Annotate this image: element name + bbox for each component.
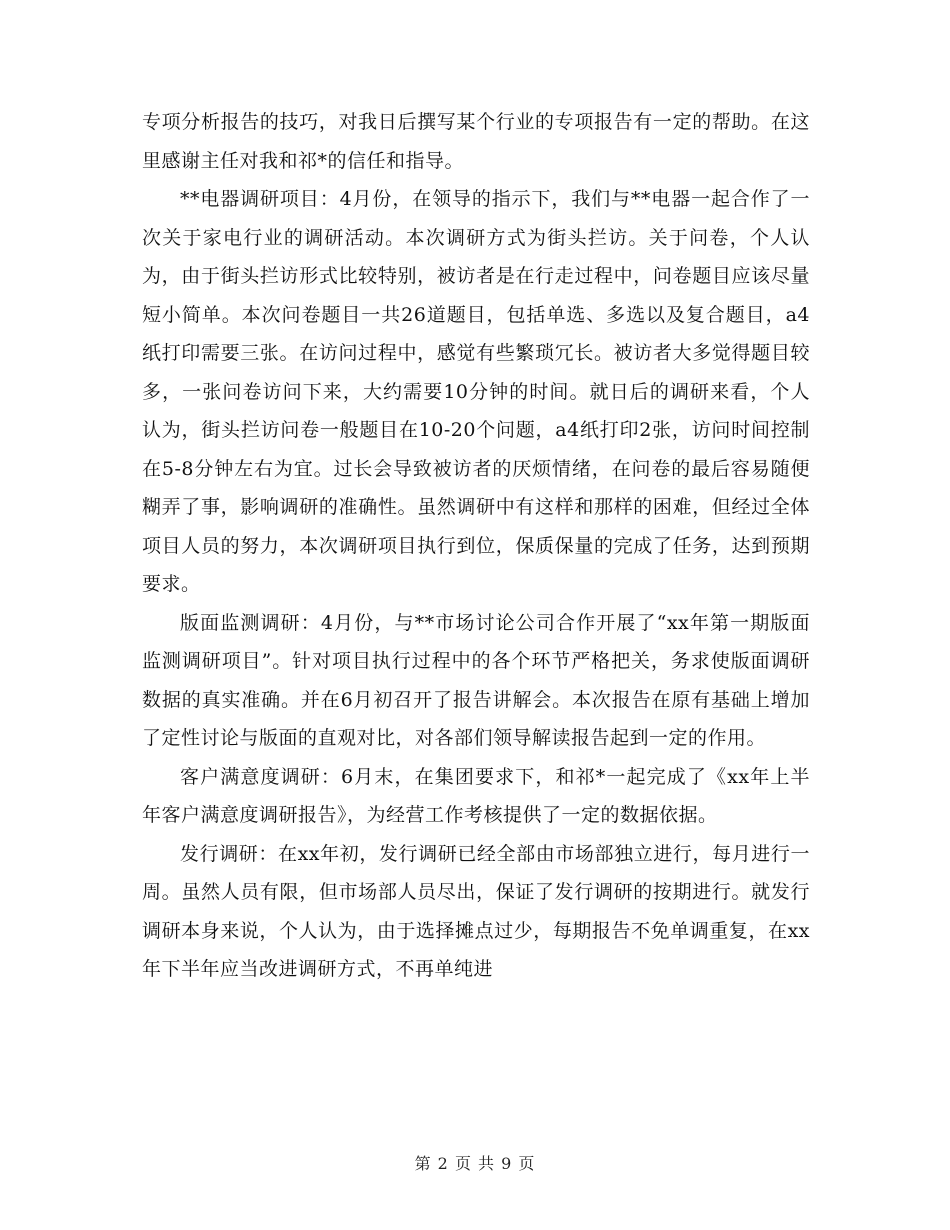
- paragraph-layout-monitoring: 版面监测调研：4月份，与**市场讨论公司合作开展了“xx年第一期版面监测调研项目”。针对项目执行过程中的各个环节严格把关，务求使版面调研数据的真实准确。并在6月初召开了报告讲解会。本次报告在原有基础上增加了定性讨论与版面的直观对比，对各部们领导解读报告起到一定的作用。: [142, 611, 810, 749]
- paragraph-appliance-survey: **电器调研项目：4月份，在领导的指示下，我们与**电器一起合作了一次关于家电行业的调研活动。本次调研方式为街头拦访。关于问卷，个人认为，由于街头拦访形式比较特别，被访者是在行走过程中，问卷题目应该尽量短小简单。本次问卷题目一共26道题目，包括单选、多选以及复合题目，a4纸打印需要三张。在访问过程中，感觉有些繁琐冗长。被访者大多觉得题目较多，一张问卷访问下来，大约需要10分钟的时间。就日后的调研来看，个人认为，街头拦访问卷一般题目在10-20个问题，a4纸打印2张，访问时间控制在5-8分钟左右为宜。过长会导致被访者的厌烦情绪，在问卷的最后容易随便糊弄了事，影响调研的准确性。虽然调研中有这样和那样的困难，但经过全体项目人员的努力，本次调研项目执行到位，保质保量的完成了任务，达到预期要求。: [142, 188, 810, 595]
- paragraph-distribution-survey: 发行调研：在xx年初，发行调研已经全部由市场部独立进行，每月进行一周。虽然人员有限，但市场部人员尽出，保证了发行调研的按期进行。就发行调研本身来说，个人认为，由于选择摊点过少，每期报告不免单调重复，在xx年下半年应当改进调研方式，不再单纯进: [142, 842, 810, 980]
- paragraph-continuation: 专项分析报告的技巧，对我日后撰写某个行业的专项报告有一定的帮助。在这里感谢主任对我和祁*的信任和指导。: [142, 111, 810, 172]
- page-number-footer: 第 2 页 共 9 页: [414, 1154, 536, 1173]
- paragraph-customer-satisfaction: 客户满意度调研：6月末，在集团要求下，和祁*一起完成了《xx年上半年客户满意度调研报告》，为经营工作考核提供了一定的数据依据。: [142, 765, 810, 826]
- document-body: [142, 103, 810, 989]
